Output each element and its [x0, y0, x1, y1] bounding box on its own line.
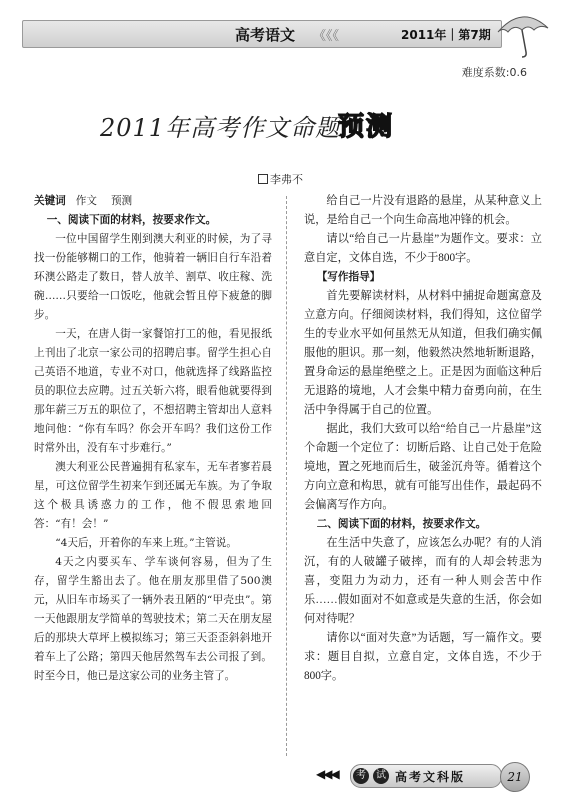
- footer-edition: 高考文科版: [395, 770, 466, 784]
- keyword: 预测: [110, 195, 133, 207]
- body-paragraph: 一位中国留学生刚到澳大利亚的时候，为了寻找一份能够糊口的工作，他骑着一辆旧自行车沿着环澳公路走了数日，替人放羊、割草、收庄稼、洗碗……只要给一口饭吃，他就会暂且停下疲惫的脚步。: [34, 233, 272, 321]
- body-paragraph: 据此，我们大致可以给“给自己一片悬崖”这个命题一个定位了：切断后路、让自己处于危险境地，置之死地而后生，破釜沉舟等。循着这个方向立意和构思，就有可能写出佳作，最起码不会偏离写作方向。: [304, 423, 542, 511]
- footer-badge: 考: [353, 768, 369, 784]
- square-bullet-icon: [258, 174, 268, 184]
- keywords-label: 关键词: [34, 195, 66, 207]
- section-heading: 二、阅读下面的材料，按要求作文。: [316, 518, 487, 530]
- keywords-line: [34, 192, 272, 211]
- keyword: 作文: [75, 195, 97, 207]
- right-column: [304, 192, 542, 686]
- header-bar: [22, 20, 502, 48]
- article-title: [100, 106, 420, 146]
- issue-label: 2011年｜第7期: [401, 28, 491, 42]
- title-emphasis: 预测: [338, 112, 395, 142]
- body-paragraph: “4天后，开着你的车来上班。”主管说。: [55, 537, 237, 549]
- running-header: [22, 20, 542, 46]
- left-column: [34, 192, 272, 686]
- page-number: 21: [500, 762, 530, 792]
- footer-banner: [350, 764, 502, 788]
- body-paragraph: 一天，在唐人街一家餐馆打工的他，看见报纸上刊出了北京一家公司的招聘启事。留学生担心自己英语不地道，专业不对口，他就选择了线路监控员的职位去应聘。过五关斩六将，眼看他就要得到那年薪三万五的职位了，不想招聘主管却出人意料地问他：“你有车吗？你会开车吗？我们这份工作时常外出，没有车寸步难行。”: [34, 328, 272, 454]
- author-line: [258, 171, 303, 187]
- chevron-decoration: 《《《: [313, 29, 340, 44]
- body-paragraph: 请以“给自己一片悬崖”为题作文。要求：立意自定，文体自选，不少于800字。: [304, 233, 542, 264]
- body-paragraph: 给自己一片没有退路的悬崖，从某种意义上说，是给自己一个向生命高地冲锋的机会。: [304, 195, 542, 226]
- umbrella-icon: [492, 10, 552, 60]
- author-name: 李弗不: [270, 173, 303, 186]
- body-paragraph: 首先要解读材料，从材料中捕捉命题寓意及立意方向。仔细阅读材料，我们得知，这位留学生的专业水平如何虽然无从知道，但我们确实佩服他的胆识。那一刻，他毅然决然地斩断退路，置身命运的悬崖绝壁之上。正是因为面临这种后无退路的境地，人才会集中精力奋勇向前，在生活中争得属于自己的位置。: [304, 290, 542, 416]
- title-main: 2011年高考作文命题: [100, 114, 341, 142]
- section-heading: 一、阅读下面的材料，按要求作文。: [46, 214, 217, 226]
- body-paragraph: 在生活中失意了，应该怎么办呢？有的人消沉，有的人破罐子破摔，而有的人却会转悲为喜，变阻力为动力，还有一种人则会苦中作乐……假如面对不如意或是失意的生活，你会如何对待呢？: [304, 537, 542, 625]
- journal-brand: 高考语文: [235, 26, 296, 44]
- body-paragraph: 澳大利亚公民普遍拥有私家车，无车者寥若晨星，可这位留学生初来乍到还属无车族。为了争取这个极具诱惑力的工作，他不假思索地回答：“有！会！”: [34, 461, 272, 530]
- arrows-left-icon: ◀◀◀: [316, 767, 338, 781]
- body-paragraph: 请你以“面对失意”为话题，写一篇作文。要求：题目自拟，立意自定，文体自选，不少于800字。: [304, 632, 542, 682]
- footer-badge: 试: [373, 768, 389, 784]
- writing-guide-label: 【写作指导】: [316, 271, 381, 283]
- running-footer: [316, 764, 546, 788]
- difficulty-index: 难度系数:0.6: [461, 66, 527, 79]
- column-divider: [286, 196, 287, 756]
- body-paragraph: 4天之内要买车、学车谈何容易，但为了生存，留学生豁出去了。他在朋友那里借了500澳元，从旧车市场买了一辆外表丑陋的“甲壳虫”。第一天他跟朋友学简单的驾驶技术；第二天在朋友屋后的那块大草坪上模拟练习；第三天歪歪斜斜地开着车上了公路；第四天他居然驾车去公司报了到。时至今日，他已是这家公司的业务主管了。: [34, 556, 272, 682]
